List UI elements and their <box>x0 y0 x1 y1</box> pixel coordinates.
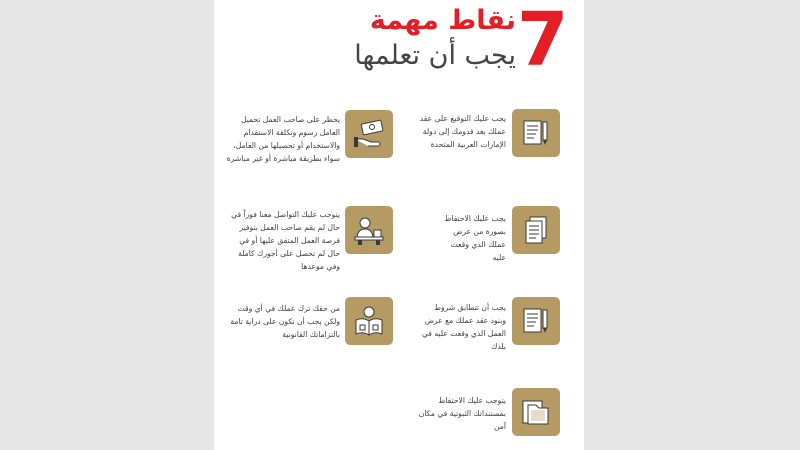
text-keep-offer: يجب عليك الاحتفاظ بصورة من عرض عملك الذي وقعت عليه <box>444 214 506 262</box>
text-sign-contract: يجب عليك التوقيع على عقد عملك بعد قدومك إلى دولة الإمارات العربية المتحدة <box>419 114 506 149</box>
document-icon <box>519 213 553 247</box>
text-fees: يحظر على صاحب العمل تحميل العامل رسوم وتكلفة الاستقدام والاستخدام أو تحصيلها من العامل، سواء بطريقة مباشرة أو غير مباشرة <box>226 115 340 163</box>
tile-keep-docs <box>512 388 560 436</box>
title-number: 7 <box>517 0 569 83</box>
tile-leave-job <box>345 297 393 345</box>
text-match-terms: يجب أن تتطابق شروط وبنود عقد عملك مع عرض العمل الذي وقعت عليه في بلدك <box>421 303 506 351</box>
document-pen-icon <box>519 116 553 150</box>
person-reading-icon <box>352 304 386 338</box>
title-line-1: نقاط مهمة <box>369 5 516 36</box>
tile-contact <box>345 206 393 254</box>
person-desk-icon <box>352 213 386 247</box>
tile-fees <box>345 110 393 158</box>
folder-icon <box>519 395 553 429</box>
text-leave-job: من حقك ترك عملك في أي وقت ولكن يجب أن تكون على دراية تامة بالتزاماتك القانونية <box>230 304 340 339</box>
tile-keep-offer <box>512 206 560 254</box>
title-line-2: يجب أن تعلمها <box>354 40 516 71</box>
tile-sign-contract <box>512 109 560 157</box>
tile-match-terms <box>512 297 560 345</box>
money-hand-icon <box>352 117 386 151</box>
document-pen-icon <box>519 304 553 338</box>
text-contact: يتوجب عليك التواصل معنا فوراً في حال لم يقم صاحب العمل بتوفير فرصة العمل المتفق عليها أو في حال لم تحصل على أجورك كاملة وفي موعدها <box>231 210 340 271</box>
text-keep-docs: يتوجب عليك الاحتفاظ بمستنداتك الثبوتية في مكان آمن <box>418 396 506 431</box>
